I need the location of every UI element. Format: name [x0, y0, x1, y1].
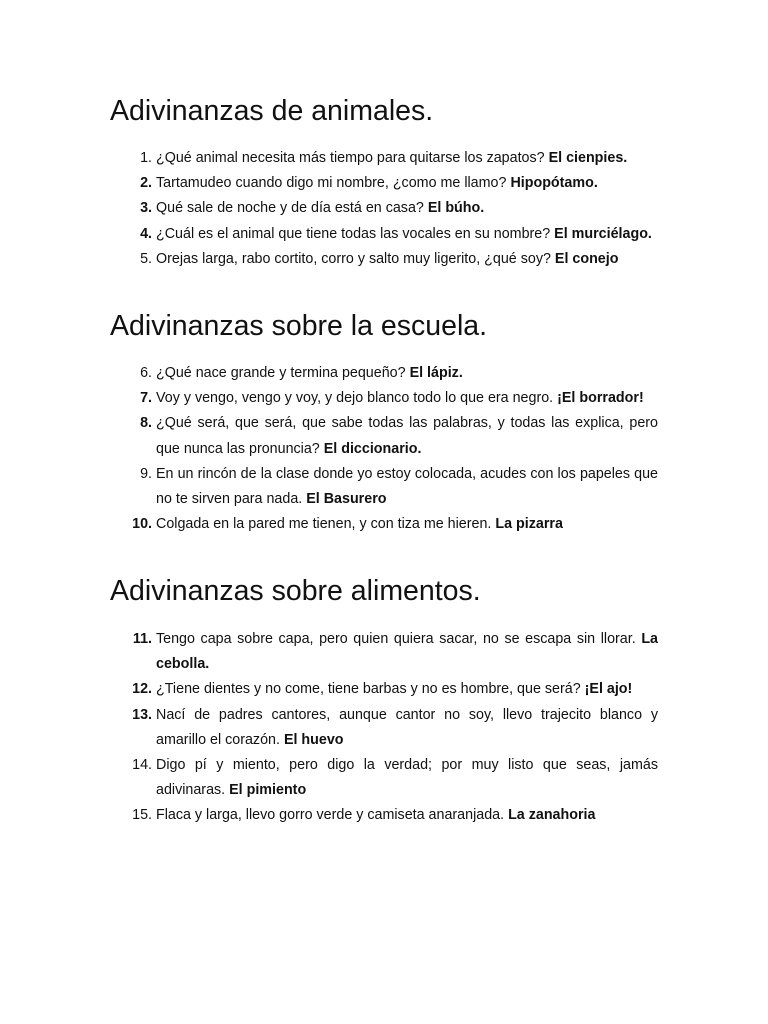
- riddle-number: 13.: [132, 706, 152, 723]
- riddle-answer: ¡El ajo!: [584, 681, 633, 698]
- riddle-item: [110, 627, 658, 677]
- riddle-number: 3.: [140, 200, 152, 217]
- riddle-question: Colgada en la pared me tienen, y con tiza me hieren.: [156, 516, 492, 533]
- riddle-question: Voy y vengo, vengo y voy, y dejo blanco todo lo que era negro.: [156, 390, 554, 407]
- riddle-answer: La zanahoria: [508, 807, 596, 824]
- riddle-question: En un rincón de la clase donde yo estoy colocada, acudes con los papeles que no te sirven para nada.: [156, 465, 658, 508]
- riddle-item: [110, 196, 658, 221]
- riddle-number: 4.: [140, 225, 152, 242]
- riddle-question: Flaca y larga, llevo gorro verde y camiseta anaranjada.: [156, 807, 505, 824]
- riddle-question: Digo pí y miento, pero digo la verdad; por muy listo que seas, jamás adivinaras.: [156, 757, 658, 799]
- section-title-escuela: Adivinanzas sobre la escuela.: [110, 310, 488, 342]
- riddle-item: [110, 411, 658, 461]
- riddle-question: Tengo capa sobre capa, pero quien quiera sacar, no se escapa sin llorar.: [156, 631, 636, 647]
- riddle-answer: ¡El borrador!: [557, 390, 644, 407]
- riddle-answer: Hipopótamo.: [510, 175, 598, 192]
- riddle-question: ¿Qué animal necesita más tiempo para quitarse los zapatos?: [156, 150, 545, 166]
- riddle-list-escuela: [110, 361, 658, 537]
- riddle-number: 6.: [140, 365, 152, 381]
- riddle-number: 1.: [140, 150, 152, 166]
- riddle-item: [110, 247, 658, 272]
- riddle-item: [110, 462, 658, 512]
- riddle-answer: El búho.: [427, 200, 485, 217]
- riddle-question: Qué sale de noche y de día está en casa?: [156, 200, 424, 217]
- riddle-item: [110, 386, 658, 411]
- section-title-animales: Adivinanzas de animales.: [110, 95, 434, 127]
- riddle-number: 8.: [140, 415, 152, 432]
- riddle-number: 12.: [132, 681, 152, 698]
- riddle-number: 2.: [140, 175, 152, 192]
- riddle-question: Nací de padres cantores, aunque cantor no soy, llevo trajecito blanco y amarillo el corazón.: [156, 706, 658, 748]
- riddle-number: 15.: [132, 807, 152, 824]
- riddle-number: 9.: [140, 465, 152, 482]
- riddle-item: [110, 361, 658, 386]
- riddle-answer: El Basurero: [306, 491, 387, 508]
- riddle-item: [110, 171, 658, 196]
- riddle-answer: El lápiz.: [409, 365, 463, 381]
- riddle-item: [110, 222, 658, 247]
- riddle-answer: El conejo: [554, 250, 619, 267]
- riddle-list-animales: [110, 146, 658, 272]
- section-title-alimentos: Adivinanzas sobre alimentos.: [110, 575, 481, 607]
- riddle-question: ¿Qué nace grande y termina pequeño?: [156, 365, 406, 381]
- riddle-answer: La pizarra: [495, 516, 563, 533]
- riddle-answer: La cebolla.: [156, 631, 658, 673]
- riddle-list-alimentos: [110, 627, 658, 829]
- riddle-answer: El diccionario.: [323, 440, 422, 457]
- riddle-number: 5.: [140, 250, 152, 267]
- riddle-number: 14.: [132, 757, 152, 774]
- riddle-item: [110, 753, 658, 803]
- riddle-question: ¿Qué será, que será, que sabe todas las palabras, y todas las explica, pero que nunca las pronuncia?: [156, 415, 658, 457]
- riddle-question: Tartamudeo cuando digo mi nombre, ¿como me llamo?: [156, 175, 507, 192]
- riddle-question: ¿Tiene dientes y no come, tiene barbas y no es hombre, que será?: [156, 681, 581, 698]
- riddle-item: [110, 803, 658, 828]
- riddle-answer: El pimiento: [229, 782, 307, 799]
- riddle-item: [110, 677, 658, 702]
- riddle-answer: El murciélago.: [554, 225, 652, 242]
- riddle-question: Orejas larga, rabo cortito, corro y salto muy ligerito, ¿qué soy?: [156, 250, 551, 267]
- riddle-item: [110, 512, 658, 537]
- riddle-answer: El huevo: [283, 731, 344, 748]
- riddle-answer: El cienpies.: [548, 150, 628, 166]
- riddle-item: [110, 703, 658, 753]
- riddle-number: 11.: [132, 631, 152, 647]
- riddle-number: 10.: [132, 516, 152, 533]
- riddle-item: [110, 146, 658, 171]
- riddle-number: 7.: [140, 390, 152, 407]
- riddle-question: ¿Cuál es el animal que tiene todas las vocales en su nombre?: [156, 225, 551, 242]
